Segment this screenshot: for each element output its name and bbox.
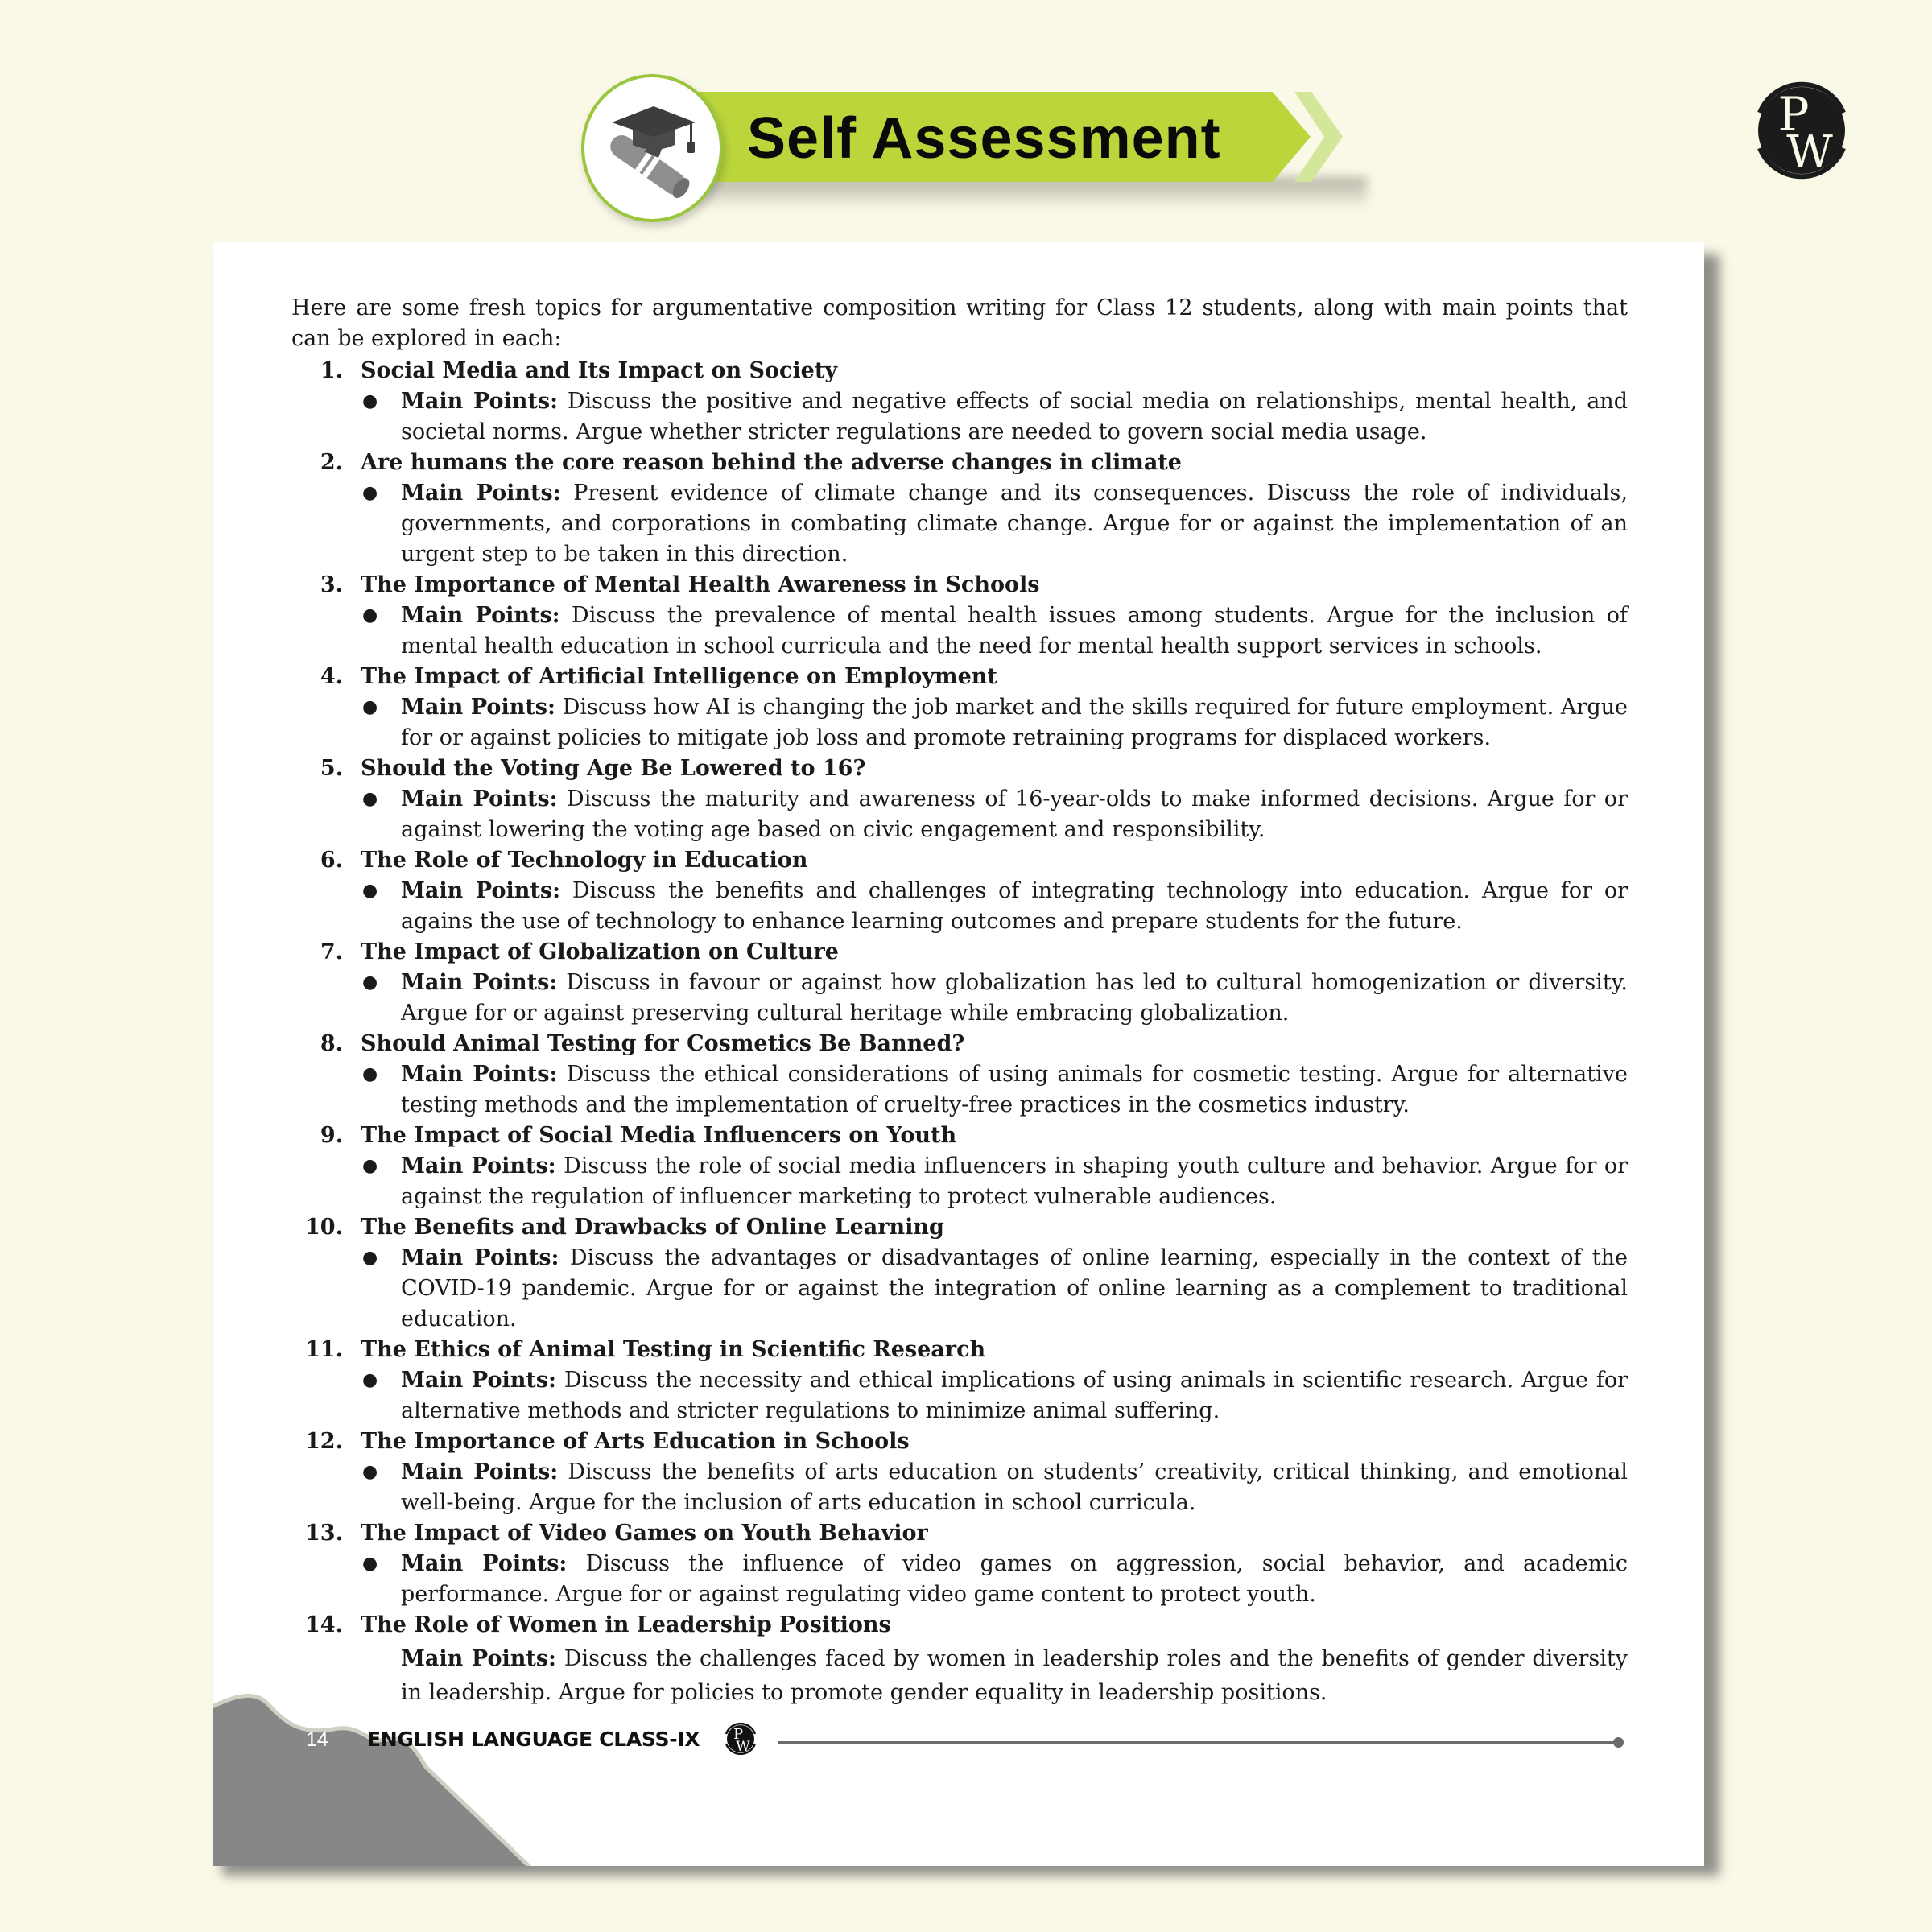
footer-rule-end-dot bbox=[1613, 1737, 1624, 1748]
topic-item bbox=[291, 937, 1628, 1029]
main-points-text: Discuss the prevalence of mental health issues among students. Argue for the inclusion of mental health education in school curricula and the need for mental health support services in schools. bbox=[401, 603, 1628, 658]
bullet-icon: ● bbox=[362, 789, 378, 809]
book-title: ENGLISH LANGUAGE CLASS-IX bbox=[367, 1728, 700, 1751]
main-points-label: Main Points: bbox=[401, 1154, 556, 1179]
topic-item bbox=[291, 356, 1628, 448]
main-points bbox=[291, 1059, 1628, 1121]
bullet-icon: ● bbox=[362, 605, 378, 625]
main-points-text: Discuss the benefits and challenges of integrating technology into education. Argue for or agains the use of technology to enhance learning outcomes and prepare students for the future. bbox=[401, 878, 1628, 934]
topic-number: 6. bbox=[320, 848, 343, 873]
bullet-icon: ● bbox=[362, 1554, 378, 1574]
topic-item bbox=[291, 570, 1628, 662]
main-points-label: Main Points: bbox=[401, 970, 558, 995]
main-points-label: Main Points: bbox=[401, 1646, 556, 1671]
main-points-text: Discuss how AI is changing the job market and the skills required for future employment. Argue for or against policies to mitigate job loss and promote retraining programs for displaced workers. bbox=[401, 695, 1628, 750]
main-points bbox=[291, 386, 1628, 448]
banner-icon-circle bbox=[581, 74, 723, 222]
main-points bbox=[291, 692, 1628, 753]
bullet-icon: ● bbox=[362, 881, 378, 901]
topic-item bbox=[291, 1426, 1628, 1518]
main-points-text: Discuss the maturity and awareness of 16-year-olds to make informed decisions. Argue for or against lowering the voting age based on civic engagement and responsibility. bbox=[401, 786, 1628, 842]
topic-number: 4. bbox=[320, 664, 343, 689]
page-title: Self Assessment bbox=[747, 106, 1221, 171]
topic-number: 11. bbox=[305, 1337, 343, 1362]
topic-item bbox=[291, 1518, 1628, 1610]
main-points-label: Main Points: bbox=[401, 389, 559, 414]
topic-title: The Impact of Social Media Influencers on Youth bbox=[361, 1123, 957, 1148]
topic-title: The Impact of Video Games on Youth Behavior bbox=[361, 1521, 928, 1546]
bullet-icon: ● bbox=[362, 972, 378, 993]
topic-number: 3. bbox=[320, 572, 343, 597]
main-points-text: Discuss the necessity and ethical implications of using animals in scientific research. Argue for alternative methods and stricter regulations to minimize animal suffering. bbox=[401, 1368, 1628, 1423]
footer-wave-decoration bbox=[213, 1690, 551, 1866]
topic-title: Are humans the core reason behind the adverse changes in climate bbox=[361, 450, 1182, 475]
topic-number: 9. bbox=[320, 1123, 343, 1148]
main-points bbox=[291, 1365, 1628, 1426]
main-points-label: Main Points: bbox=[401, 786, 558, 811]
main-points bbox=[291, 1457, 1628, 1518]
section-banner bbox=[578, 74, 1367, 227]
main-points-text: Discuss the advantages or disadvantages of online learning, especially in the context of the COVID-19 pandemic. Argue for or against the integration of online learning as a complement to traditional education. bbox=[401, 1245, 1628, 1331]
main-points bbox=[291, 876, 1628, 937]
main-points-text: Discuss the role of social media influencers in shaping youth culture and behavior. Argue for or against the regulation of influencer marketing to protect vulnerable audiences. bbox=[401, 1154, 1628, 1209]
svg-text:W: W bbox=[1786, 126, 1833, 179]
topic-item bbox=[291, 448, 1628, 570]
topic-title: The Importance of Arts Education in Schools bbox=[361, 1429, 910, 1454]
main-points-label: Main Points: bbox=[401, 1459, 559, 1484]
main-points-label: Main Points: bbox=[401, 1551, 568, 1576]
main-points-text: Discuss in favour or against how globalization has led to cultural homogenization or diversity. Argue for or against preserving cultural heritage while embracing globalization. bbox=[401, 970, 1628, 1026]
topic-item bbox=[291, 1212, 1628, 1335]
main-points-label: Main Points: bbox=[401, 695, 555, 720]
main-points bbox=[291, 1549, 1628, 1610]
topic-number: 5. bbox=[320, 756, 343, 781]
topic-item bbox=[291, 1335, 1628, 1426]
topic-number: 13. bbox=[305, 1521, 343, 1546]
topic-item bbox=[291, 753, 1628, 845]
main-points-label: Main Points: bbox=[401, 481, 561, 506]
main-points-text: Discuss the influence of video games on aggression, social behavior, and academic performance. Argue for or against regulating video game content to protect youth. bbox=[401, 1551, 1628, 1607]
main-points-label: Main Points: bbox=[401, 603, 560, 628]
topic-number: 14. bbox=[305, 1612, 343, 1637]
topic-number: 1. bbox=[320, 358, 343, 383]
topic-number: 12. bbox=[305, 1429, 343, 1454]
page-card bbox=[213, 242, 1704, 1866]
main-points-text: Discuss the challenges faced by women in leadership roles and the benefits of gender diversity in leadership. Argue for policies to promote gender equality in leadership positions. bbox=[401, 1646, 1628, 1705]
page-number: 14 bbox=[306, 1728, 328, 1751]
topic-number: 8. bbox=[320, 1031, 343, 1056]
page-content bbox=[291, 293, 1628, 1710]
topic-title: The Ethics of Animal Testing in Scientific Research bbox=[361, 1337, 986, 1362]
main-points-text: Discuss the benefits of arts education on students’ creativity, critical thinking, and emotional well-being. Argue for the inclusion of arts education in school curricula. bbox=[401, 1459, 1628, 1515]
main-points-label: Main Points: bbox=[401, 878, 561, 903]
topic-item bbox=[291, 662, 1628, 753]
topic-title: The Benefits and Drawbacks of Online Learning bbox=[361, 1215, 944, 1240]
pw-logo-small bbox=[723, 1721, 758, 1757]
topic-title: The Impact of Artificial Intelligence on Employment bbox=[361, 664, 997, 689]
main-points bbox=[291, 478, 1628, 570]
topic-number: 7. bbox=[320, 939, 343, 964]
topic-title: Social Media and Its Impact on Society bbox=[361, 358, 838, 383]
topic-number: 2. bbox=[320, 450, 343, 475]
pw-logo bbox=[1745, 74, 1858, 187]
main-points bbox=[291, 601, 1628, 662]
topic-title: The Impact of Globalization on Culture bbox=[361, 939, 839, 964]
topic-title: The Role of Women in Leadership Positions bbox=[361, 1612, 891, 1637]
graduation-cap-diploma-icon bbox=[599, 95, 705, 201]
bullet-icon: ● bbox=[362, 1156, 378, 1176]
bullet-icon: ● bbox=[362, 1462, 378, 1482]
main-points-text: Present evidence of climate change and its consequences. Discuss the role of individuals, governments, and corporations in combating climate change. Argue for or against the implementation of an urgent step to be taken in this direction. bbox=[401, 481, 1628, 567]
main-points-text: Discuss the ethical considerations of using animals for cosmetic testing. Argue for alternative testing methods and the implementation of cruelty-free practices in the cosmetics industry. bbox=[401, 1062, 1628, 1117]
main-points-label: Main Points: bbox=[401, 1368, 557, 1393]
topic-title: The Importance of Mental Health Awareness in Schools bbox=[361, 572, 1040, 597]
topic-item bbox=[291, 845, 1628, 937]
footer-rule bbox=[778, 1741, 1618, 1744]
intro-paragraph: Here are some fresh topics for argumentative composition writing for Class 12 students, along with main points that can be explored in each: bbox=[291, 295, 1628, 351]
bullet-icon: ● bbox=[362, 483, 378, 503]
bullet-icon: ● bbox=[362, 697, 378, 717]
topic-title: The Role of Technology in Education bbox=[361, 848, 808, 873]
main-points-label: Main Points: bbox=[401, 1245, 559, 1270]
main-points bbox=[291, 968, 1628, 1029]
main-points-text: Discuss the positive and negative effects of social media on relationships, mental health, and societal norms. Argue whether stricter regulations are needed to govern social media usage. bbox=[401, 389, 1628, 444]
bullet-icon: ● bbox=[362, 1370, 378, 1390]
bullet-icon: ● bbox=[362, 1064, 378, 1084]
banner-shadow bbox=[675, 177, 1367, 209]
main-points bbox=[291, 784, 1628, 845]
topic-title: Should the Voting Age Be Lowered to 16? bbox=[361, 756, 866, 781]
main-points-label: Main Points: bbox=[401, 1062, 558, 1087]
topic-item bbox=[291, 1029, 1628, 1121]
main-points bbox=[291, 1243, 1628, 1335]
main-points bbox=[291, 1151, 1628, 1212]
svg-text:P: P bbox=[733, 1726, 744, 1743]
topic-number: 10. bbox=[305, 1215, 343, 1240]
topic-title: Should Animal Testing for Cosmetics Be Banned? bbox=[361, 1031, 965, 1056]
topic-item bbox=[291, 1121, 1628, 1212]
svg-text:W: W bbox=[736, 1739, 750, 1755]
bullet-icon: ● bbox=[362, 1248, 378, 1268]
svg-text:P: P bbox=[1777, 87, 1810, 142]
bullet-icon: ● bbox=[362, 391, 378, 411]
